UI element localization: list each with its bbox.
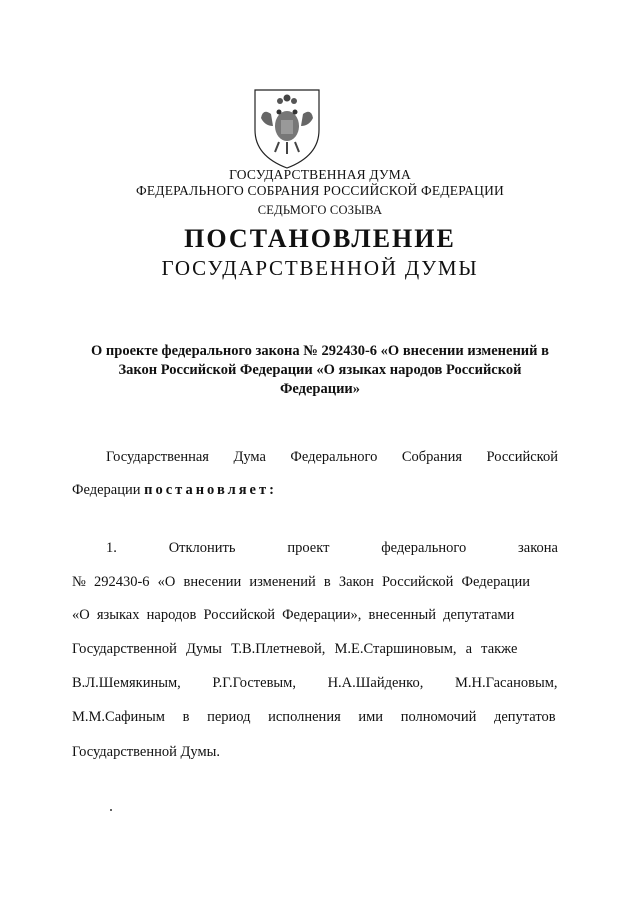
org-line-1: ГОСУДАРСТВЕННАЯ ДУМА: [229, 167, 411, 182]
item-word: проект: [287, 540, 330, 556]
subject-line-2: Закон Российской Федерации «О языках народов Российской: [118, 362, 522, 378]
resolution-subject: [70, 342, 570, 399]
issuer-title: ГОСУДАРСТВЕННОЙ ДУМЫ: [161, 256, 479, 280]
item1-line-7: Государственной Думы.: [72, 744, 220, 760]
preamble-line-2: Федерации постановляет:: [72, 482, 277, 498]
document-type-title: ПОСТАНОВЛЕНИЕ: [184, 224, 456, 253]
preamble-line-1: [106, 449, 558, 466]
preamble-word: Российской: [486, 449, 558, 465]
item-number: 1.: [106, 540, 117, 556]
item1-line-6: М.М.Сафиным в период исполнения ими полномочий депутатов: [72, 709, 556, 725]
scan-speck: [110, 809, 112, 811]
decides-word: постановляет:: [144, 482, 277, 498]
preamble-word: Дума: [233, 449, 266, 465]
convocation: СЕДЬМОГО СОЗЫВА: [257, 203, 383, 217]
org-line-2: ФЕДЕРАЛЬНОГО СОБРАНИЯ РОССИЙСКОЙ ФЕДЕРАЦИИ: [136, 183, 504, 198]
item1-line-1: [106, 540, 558, 557]
item1-line-3: «О языках народов Российской Федерации», внесенный депутатами: [72, 607, 515, 623]
item1-line-4: Государственной Думы Т.В.Плетневой, М.Е.Старшиновым, а также: [72, 641, 518, 657]
item1-line-2: № 292430-6 «О внесении изменений в Закон Российской Федерации: [72, 574, 531, 590]
preamble-word: Федерального: [290, 449, 378, 465]
coat-of-arms-icon: [249, 86, 325, 170]
item-word: закона: [518, 540, 558, 556]
item-word: федерального: [381, 540, 467, 556]
preamble-word: Государственная: [106, 449, 209, 465]
item-word: Отклонить: [168, 540, 236, 556]
subject-line-3: Федерации»: [279, 381, 361, 397]
preamble-word: Собрания: [401, 449, 463, 465]
item1-line-5: В.Л.Шемякиным, Р.Г.Гостевым, Н.А.Шайденко, М.Н.Гасановым,: [72, 675, 558, 691]
subject-line-1: О проекте федерального закона № 292430-6 «О внесении изменений в: [91, 343, 549, 359]
